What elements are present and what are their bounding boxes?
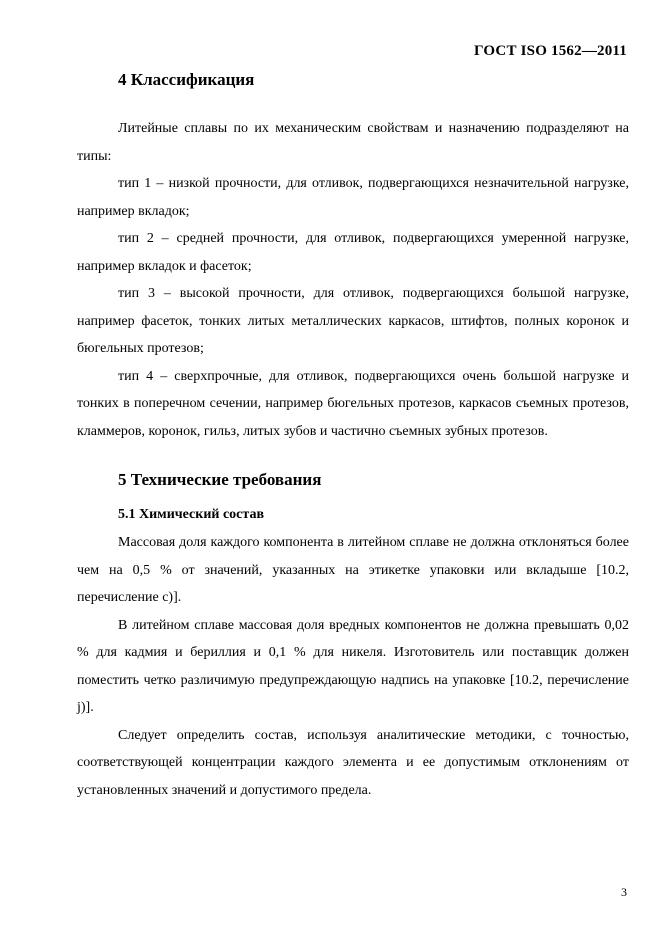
subsection-5-1-paragraph-1: Массовая доля каждого компонента в литейном сплаве не должна отклоняться более чем на 0,5 % от значений, указанных на этикетке упаковки или вкладыше [10.2, перечисление с)]. [77,535,629,605]
subsection-5-1-paragraph-3: Следует определить состав, используя аналитические методики, с точностью, соответствующей концентрации каждого элемента и ее допустимым отклонениям от установленных значений и допустимого предела. [77,727,629,798]
section-4-paragraph-type-2: тип 2 – средней прочности, для отливок, подвергающихся умеренной нагрузке, например вкладок и фасеток; [77,231,629,274]
subsection-5-1-paragraph-2: В литейном сплаве массовая доля вредных компонентов не должна превышать 0,02 % для кадмия и бериллия и 0,1 % для никеля. Изготовитель или поставщик должен поместить четко различимую предупреждающую надпись на упаковке [10.2, перечисление j)]. [77,617,629,715]
section-4-paragraph-type-3: тип 3 – высокой прочности, для отливок, подвергающихся большой нагрузке, например фасеток, тонких литых металлических каркасов, штифтов, полных коронок и бюгельных протезов; [77,286,629,356]
section-4-heading: 4 Классификация [118,70,255,89]
subsection-5-1-heading: 5.1 Химический состав [118,507,265,522]
section-4-paragraph-type-4: тип 4 – сверхпрочные, для отливок, подвергающихся очень большой нагрузке и тонких в поперечном сечении, например бюгельных протезов, каркасов съемных протезов, кламмеров, коронок, гильз, литых зубов и частично съемных зубных протезов. [77,368,629,439]
page-content [77,70,629,804]
document-header: ГОСТ ISO 1562—2011 [474,43,627,59]
page-number: 3 [621,885,627,899]
section-4-paragraph-type-1: тип 1 – низкой прочности, для отливок, подвергающихся незначительной нагрузке, например вкладок; [77,176,629,219]
section-5-heading: 5 Технические требования [118,470,322,489]
section-4-paragraph-intro: Литейные сплавы по их механическим свойствам и назначению подразделяют на типы: [77,121,629,164]
